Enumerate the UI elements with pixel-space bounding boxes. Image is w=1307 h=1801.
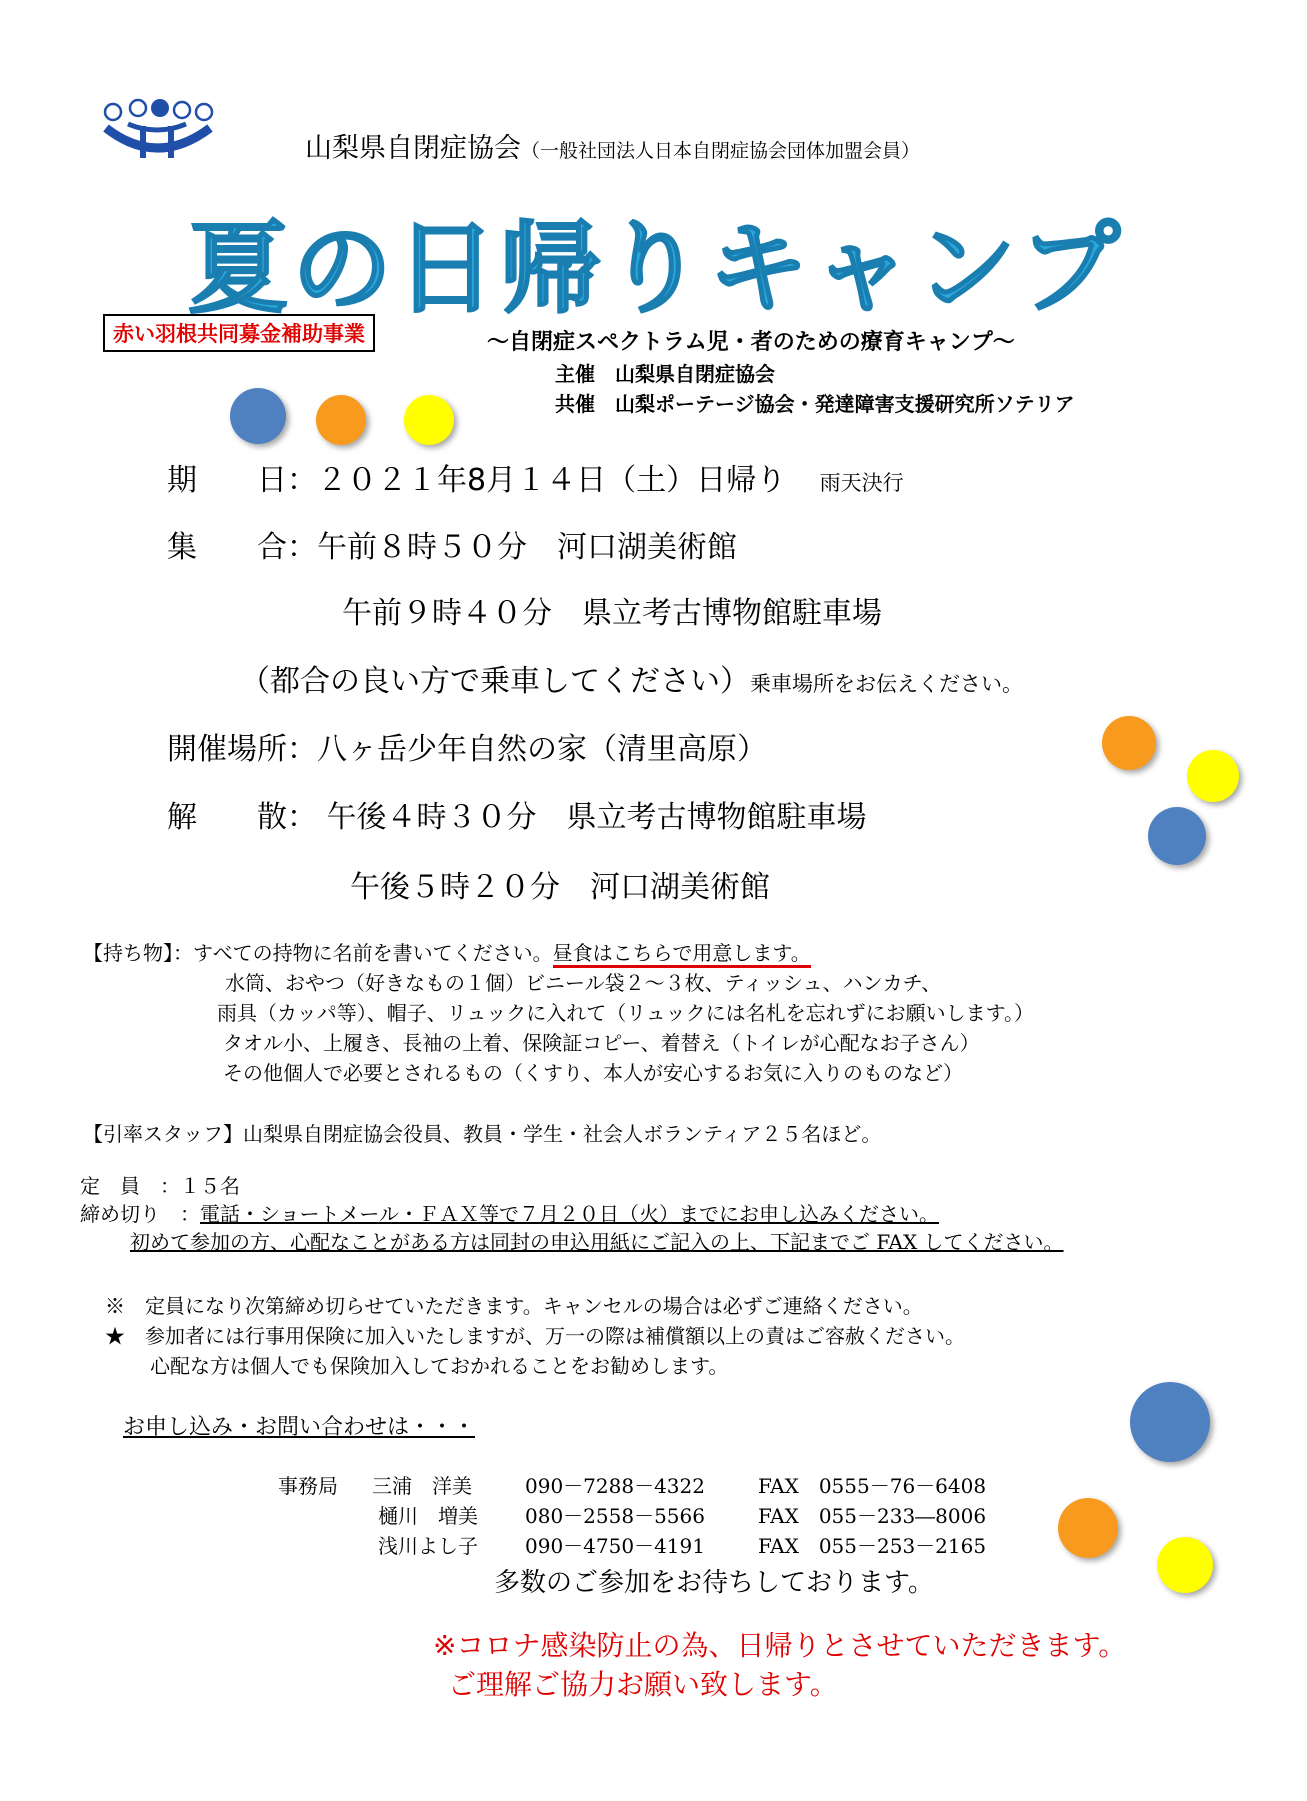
cosponsor-label: 共催	[555, 392, 595, 416]
capacity-label: 定 員 ：	[80, 1174, 180, 1198]
org-header	[305, 126, 920, 165]
contact-fax-2: FAX 055－233―8006	[758, 1504, 987, 1528]
date-label: 期 日：	[167, 463, 317, 498]
lunch-note: 昼食はこちらで用意します。	[553, 941, 811, 968]
items-line-4: タオル小、上履き、長袖の上着、保険証コピー、着替え（トイレが心配なお子さん）	[223, 1031, 980, 1055]
note-1: 定員になり次第締め切らせていただきます。キャンセルの場合は必ずご連絡ください。	[145, 1294, 923, 1318]
note-mark-1: ※	[105, 1294, 125, 1318]
note-mark-2: ★	[105, 1324, 125, 1348]
dismiss-label: 解 散：	[167, 800, 317, 835]
funding-badge: 赤い羽根共同募金補助事業	[103, 314, 375, 352]
items-line-1a: すべての持物に名前を書いてください。	[193, 941, 553, 965]
meet-note-main: （都合の良い方で乗車してください）	[240, 664, 750, 699]
items-line-3: 雨具（カッパ等）、帽子、リュックに入れて（リュックには名札を忘れずにお願いします。）	[217, 1001, 1034, 1025]
welcome-line: 多数のご参加をお待ちしております。	[494, 1568, 934, 1598]
cosponsor-line	[555, 388, 1075, 417]
date-value: ２０２１年8月１４日（土）日帰り	[317, 463, 787, 498]
deadline-value: 電話・ショートメール・ＦＡＸ等で７月２０日（火）までにお申し込みください。	[200, 1202, 939, 1226]
contact-tel-2: 080－2558－5566	[525, 1504, 705, 1528]
contact-fax-3: FAX 055－253－2165	[758, 1534, 987, 1558]
decor-circle-yellow	[1187, 750, 1239, 802]
dismiss-time-2: 午後５時２０分 河口湖美術館	[350, 870, 770, 905]
venue-value: 八ヶ岳少年自然の家（清里高原）	[317, 732, 767, 767]
capacity-row	[80, 1170, 240, 1199]
deadline-label: 締め切り ：	[80, 1202, 200, 1226]
decor-circle-yellow	[1157, 1537, 1213, 1593]
contact-tel-3: 090－4750－4191	[525, 1534, 705, 1558]
covid-notice: ※コロナ感染防止の為、日帰りとさせていただきます。	[433, 1629, 1127, 1662]
meet-time-2: 午前９時４０分 県立考古博物館駐車場	[342, 596, 882, 631]
contact-heading: お申し込み・お問い合わせは・・・	[123, 1415, 476, 1440]
meet-label: 集 合：	[167, 530, 317, 565]
note-1-row	[105, 1290, 923, 1319]
decor-circle-orange	[316, 395, 366, 445]
covid-request: ご理解ご協力お願い致します。	[448, 1668, 838, 1701]
decor-circle-orange	[1102, 716, 1156, 770]
organizer-name: 山梨県自閉症協会	[615, 362, 775, 386]
decor-circle-orange	[1058, 1498, 1118, 1558]
contact-name-2: 樋川 増美	[378, 1504, 478, 1528]
decor-circle-yellow	[404, 395, 454, 445]
date-row	[167, 455, 904, 499]
meet-note	[240, 656, 1023, 700]
staff-line: 【引率スタッフ】山梨県自閉症協会役員、教員・学生・社会人ボランティア２５名ほど。	[83, 1122, 882, 1146]
decor-circle-blue	[230, 388, 286, 444]
meet-note-sub: 乗車場所をお伝えください。	[750, 672, 1023, 696]
venue-label: 開催場所：	[167, 732, 317, 767]
org-note: （一般社団法人日本自閉症協会団体加盟会員）	[521, 140, 921, 162]
note-3: 心配な方は個人でも保険加入しておかれることをお勧めします。	[150, 1354, 729, 1378]
items-line-2: 水筒、おやつ（好きなもの１個）ビニール袋２～３枚、ティッシュ、ハンカチ、	[225, 971, 942, 995]
event-subtitle: ～自閉症スペクトラム児・者のための療育キャンプ～	[487, 330, 1015, 355]
office-label: 事務局	[278, 1474, 338, 1498]
org-name: 山梨県自閉症協会	[305, 133, 521, 164]
dismiss-time-1: 午後４時３０分 県立考古博物館駐車場	[326, 800, 867, 835]
meet-time-1: 午前８時５０分 河口湖美術館	[317, 530, 737, 565]
decor-circle-blue	[1130, 1382, 1210, 1462]
dismiss-row	[167, 792, 867, 836]
association-logo	[98, 98, 216, 180]
meet-row	[167, 522, 737, 566]
note-2: 参加者には行事用保険に加入いたしますが、万一の際は補償額以上の責はご容赦ください。	[145, 1324, 965, 1348]
date-note: 雨天決行	[819, 471, 904, 495]
deadline-note: 初めて参加の方、心配なことがある方は同封の申込用紙にご記入の上、下記までご FAX してください。	[130, 1230, 1064, 1254]
items-label: 【持ち物】：	[83, 941, 193, 965]
deadline-row	[80, 1198, 939, 1227]
contact-tel-1: 090－7288－4322	[525, 1474, 705, 1498]
organizer-line	[555, 358, 775, 387]
organizer-label: 主催	[555, 362, 595, 386]
capacity-value: １５名	[180, 1174, 240, 1198]
event-title: 夏の日帰りキャンプ	[188, 210, 1124, 327]
contact-name-3: 浅川よし子	[378, 1534, 478, 1558]
items-line-5: その他個人で必要とされるもの（くすり、本人が安心するお気に入りのものなど）	[223, 1061, 963, 1085]
items-row	[83, 937, 811, 966]
venue-row	[167, 724, 767, 768]
contact-name-1: 三浦 洋美	[372, 1474, 472, 1498]
cosponsor-name: 山梨ポーテージ協会・発達障害支援研究所ソテリア	[615, 392, 1075, 416]
contact-fax-1: FAX 0555－76－6408	[758, 1474, 987, 1498]
note-2-row	[105, 1320, 965, 1349]
decor-circle-blue	[1148, 807, 1206, 865]
